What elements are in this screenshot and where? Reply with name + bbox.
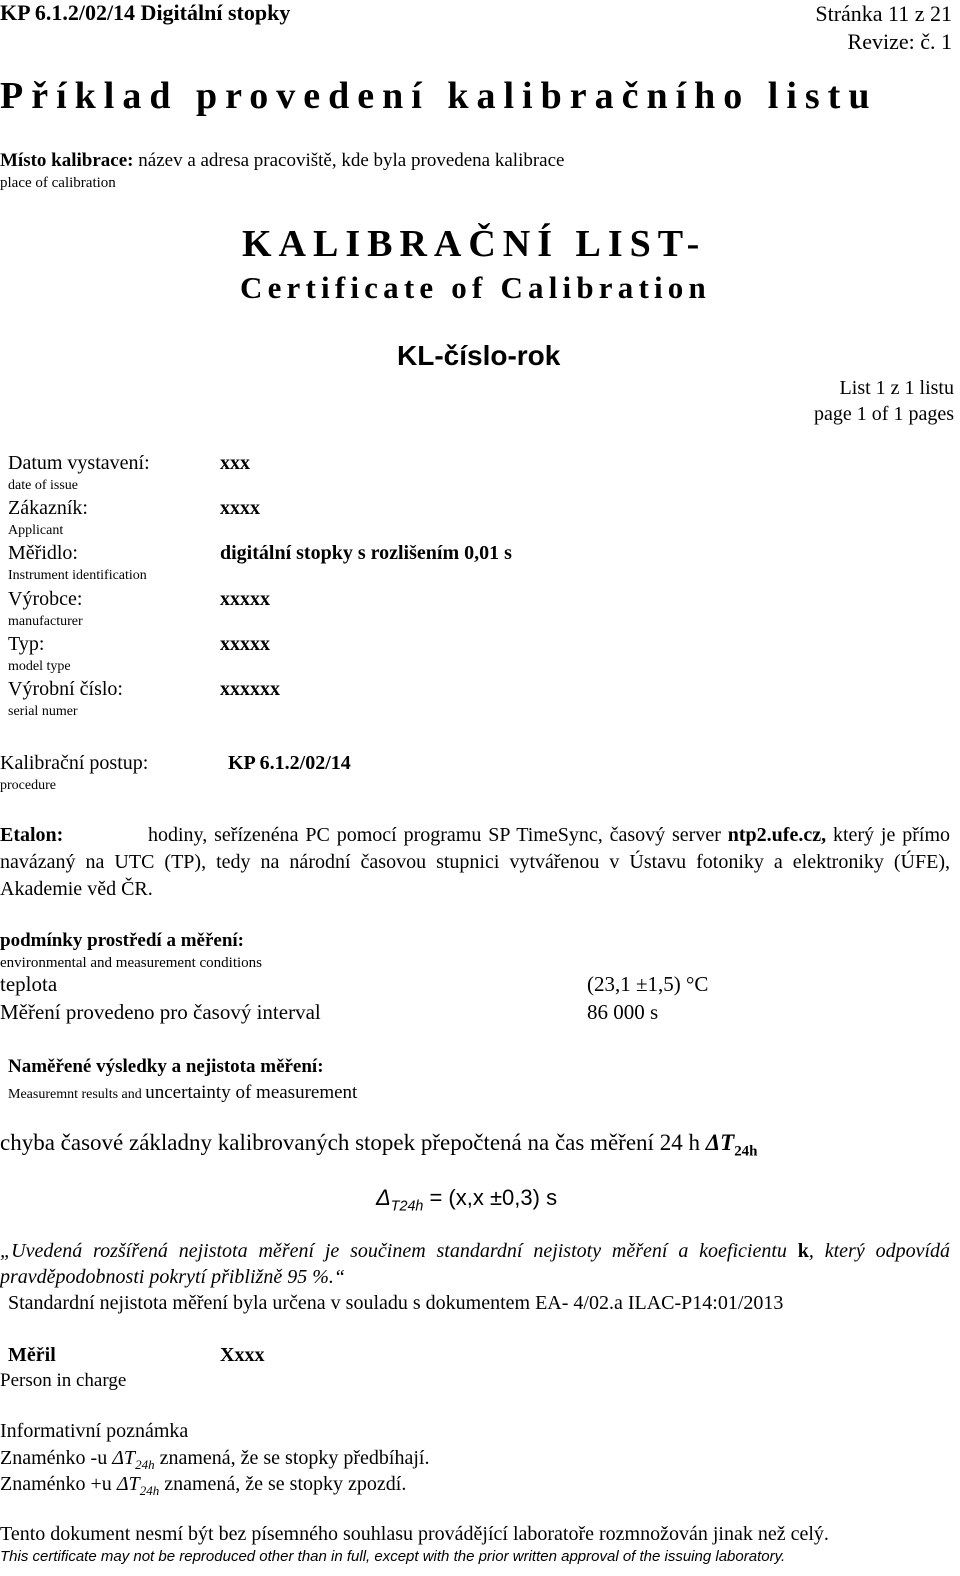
field-sub-applicant: Applicant bbox=[8, 523, 64, 538]
uncertainty-note-part2: , který odpovídá pravděpodobnosti pokrytí přibližně 95 %.“ bbox=[0, 1240, 950, 1288]
conditions-sub: environmental and measurement conditions bbox=[0, 955, 263, 971]
revision-number: Revize: č. 1 bbox=[847, 29, 952, 54]
measured-by-value: Xxxx bbox=[220, 1344, 265, 1366]
measured-by-sub: Person in charge bbox=[0, 1370, 127, 1391]
condition-value-temperature: (23,1 ±1,5) °C bbox=[587, 972, 709, 996]
info-plus-subscript: 24h bbox=[139, 1483, 160, 1498]
field-label-instrument: Měřidlo: bbox=[8, 542, 78, 564]
certificate-subtitle: Certificate of Calibration bbox=[240, 270, 711, 305]
formula-symbol: Δ bbox=[376, 1185, 391, 1210]
place-text: název a adresa pracoviště, kde byla provedena kalibrace bbox=[133, 150, 565, 171]
etalon-server: ntp2.ufe.cz, bbox=[727, 824, 827, 846]
procedure-sub: procedure bbox=[0, 778, 56, 793]
field-sub-serial: serial numer bbox=[8, 704, 78, 719]
field-value-manufacturer: xxxxx bbox=[220, 588, 270, 610]
info-minus-subscript: 24h bbox=[135, 1457, 155, 1472]
certificate-number: KL-číslo-rok bbox=[397, 340, 561, 371]
field-label-date: Datum vystavení: bbox=[8, 452, 150, 474]
etalon-paragraph bbox=[0, 822, 950, 903]
info-plus-symbol: ΔT bbox=[116, 1473, 140, 1495]
field-sub-type: model type bbox=[8, 659, 71, 674]
info-minus-b: znamená, že se stopky předbíhají. bbox=[154, 1447, 430, 1469]
place-label: Místo kalibrace: bbox=[0, 150, 134, 171]
coverage-factor-k: k bbox=[797, 1240, 809, 1262]
field-value-instrument: digitální stopky s rozlišením 0,01 s bbox=[220, 542, 512, 564]
field-value-serial: xxxxxx bbox=[220, 678, 280, 700]
formula-value: = (x,x ±0,3) s bbox=[423, 1185, 558, 1210]
footer-cz: Tento dokument nesmí být bez písemného souhlasu provádějící laboratoře rozmnožován jinak než celý. bbox=[0, 1523, 829, 1545]
field-label-applicant: Zákazník: bbox=[8, 497, 88, 519]
error-text: chyba časové základny kalibrovaných stopek přepočtená na čas měření 24 h bbox=[0, 1130, 706, 1155]
place-subtitle: place of calibration bbox=[0, 175, 116, 191]
condition-value-interval: 86 000 s bbox=[587, 1000, 659, 1024]
results-sub-large: uncertainty of measurement bbox=[145, 1082, 358, 1103]
sheet-info bbox=[814, 375, 954, 427]
footer-en: This certificate may not be reproduced other than in full, except with the prior written approval of the issuing laboratory. bbox=[0, 1548, 786, 1565]
field-sub-manufacturer: manufacturer bbox=[8, 614, 83, 629]
info-minus-symbol: ΔT bbox=[112, 1447, 136, 1469]
error-symbol: ΔT bbox=[705, 1130, 735, 1155]
etalon-label: Etalon: bbox=[0, 824, 64, 846]
etalon-text-b: který je přímo navázaný na UTC (TP), tedy na národní časovou stupnici vytvářenou v Ústavu fotoniky a elektroniky (ÚFE), Akademie věd ČR. bbox=[0, 824, 950, 900]
sheet-info-en: page 1 of 1 pages bbox=[814, 403, 954, 425]
uncertainty-note-part1: „Uvedená rozšířená nejistota měření je součinem standardní nejistoty měření a koeficientu bbox=[0, 1240, 798, 1262]
procedure-value: KP 6.1.2/02/14 bbox=[228, 752, 351, 774]
error-subscript: 24h bbox=[734, 1143, 758, 1160]
info-plus-b: znamená, že se stopky zpozdí. bbox=[159, 1473, 407, 1495]
page-title: Příklad provedení kalibračního listu bbox=[0, 75, 878, 117]
field-sub-instrument: Instrument identification bbox=[8, 568, 147, 583]
field-label-serial: Výrobní číslo: bbox=[8, 678, 123, 700]
measured-by-label: Měřil bbox=[8, 1344, 56, 1366]
document-code: KP 6.1.2/02/14 Digitální stopky bbox=[0, 0, 291, 25]
field-value-date: xxx bbox=[220, 452, 250, 474]
info-minus-line bbox=[0, 1447, 429, 1473]
field-value-applicant: xxxx bbox=[220, 497, 260, 519]
field-value-type: xxxxx bbox=[220, 633, 270, 655]
sheet-info-cz: List 1 z 1 listu bbox=[839, 377, 954, 399]
result-formula bbox=[376, 1185, 557, 1214]
etalon-text-a: hodiny, seřízenéna PC pomocí programu SP TimeSync, časový server bbox=[148, 824, 728, 846]
error-description bbox=[0, 1130, 757, 1161]
results-sub-small: Measuremnt results and bbox=[8, 1087, 146, 1102]
certificate-title: KALIBRAČNÍ LIST- bbox=[242, 223, 707, 265]
condition-label-interval: Měření provedeno pro časový interval bbox=[0, 1000, 321, 1024]
page-number: Stránka 11 z 21 bbox=[815, 1, 952, 26]
info-minus-a: Znaménko -u bbox=[0, 1447, 113, 1469]
condition-label-temperature: teplota bbox=[0, 972, 58, 996]
uncertainty-note bbox=[0, 1238, 950, 1290]
conditions-title: podmínky prostředí a měření: bbox=[0, 930, 245, 951]
results-title: Naměřené výsledky a nejistota měření: bbox=[8, 1056, 324, 1077]
info-plus-a: Znaménko +u bbox=[0, 1473, 117, 1495]
info-plus-line bbox=[0, 1473, 406, 1499]
procedure-label: Kalibrační postup: bbox=[0, 752, 149, 774]
field-label-manufacturer: Výrobce: bbox=[8, 588, 83, 610]
page-revision-block bbox=[815, 0, 952, 56]
field-label-type: Typ: bbox=[8, 633, 45, 655]
formula-subscript: T24h bbox=[390, 1198, 424, 1215]
info-title: Informativní poznámka bbox=[0, 1420, 189, 1442]
field-sub-date: date of issue bbox=[8, 478, 78, 493]
place-of-calibration bbox=[0, 150, 565, 172]
standard-note: Standardní nejistota měření byla určena v souladu s dokumentem EA- 4/02.a ILAC-P14:01/2013 bbox=[8, 1292, 784, 1314]
results-subtitle bbox=[8, 1082, 357, 1104]
